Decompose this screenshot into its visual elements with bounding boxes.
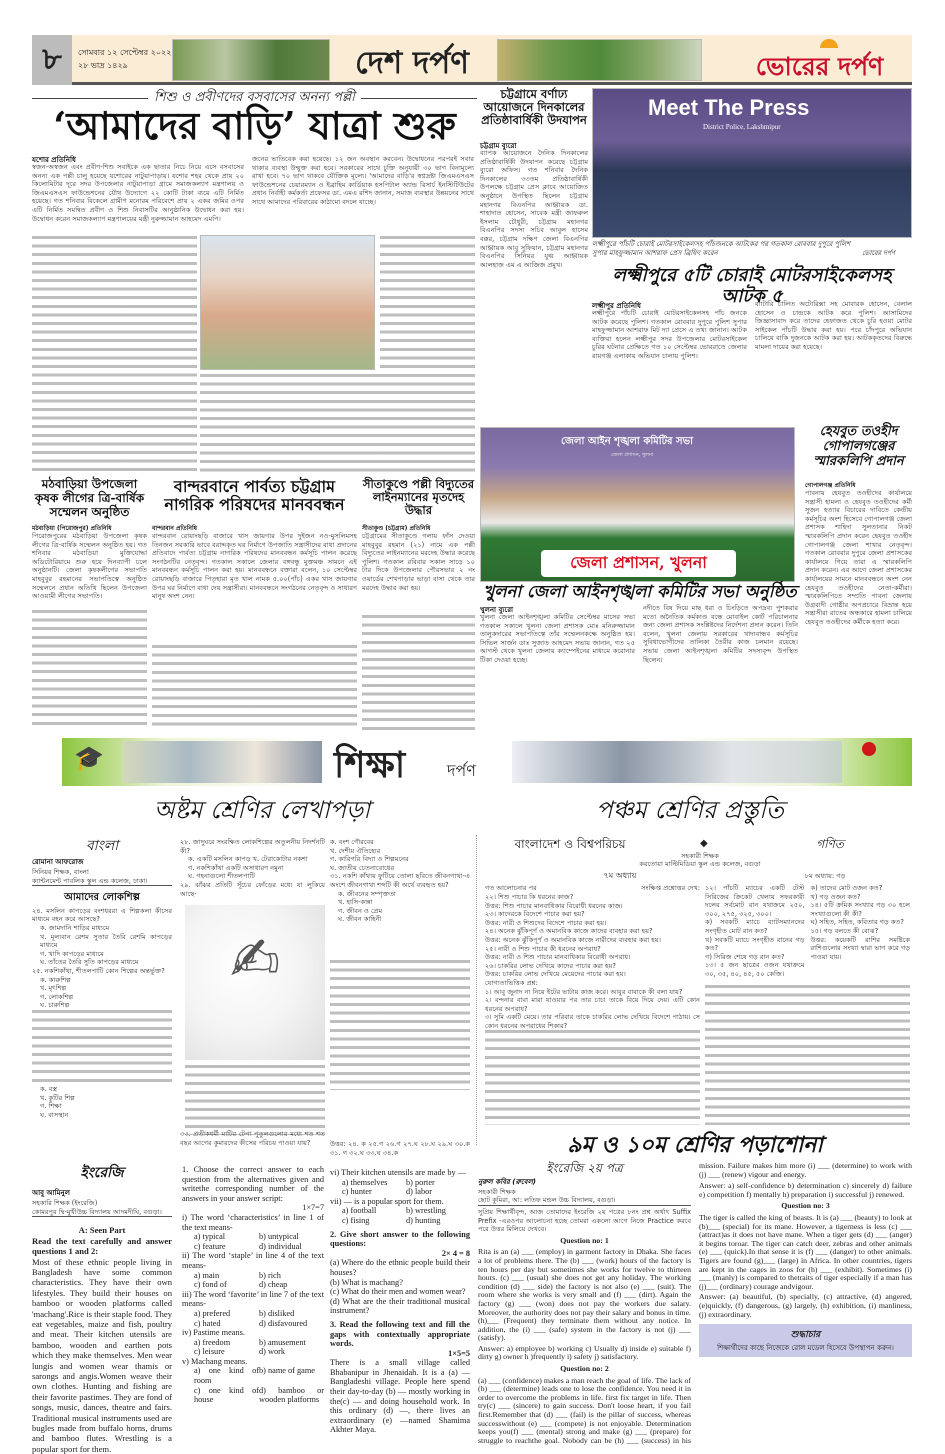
qa-item: ২৪। অনেক ঝুঁকিপূর্ণ ও অমানবিক কাজে কাদের ব্যবহার করা হয়?	[485, 927, 653, 936]
header-photo-farmers	[172, 39, 330, 81]
woman-figure-icon: ✍	[230, 925, 281, 995]
qa-item: ক) তাদের মোট ওজন কত?	[810, 884, 883, 892]
tip-title: শুদ্ধাচার	[790, 1330, 821, 1341]
sitakunda-headline: সীতাকুণ্ডে পল্লী বিদ্যুতের লাইনম্যানের মৃতদেহ উদ্ধার	[362, 477, 475, 518]
mcq-options	[330, 1206, 470, 1225]
sub-right: সংক্ষিপ্ত প্রশ্নোত্তর দেখ:	[641, 884, 700, 892]
khulna-meeting-photo: জেলা আইন শৃঙ্খলা কমিটির সভা জেলা প্রশাসন, খুলনা জেলা প্রশাসন, খুলনা	[480, 427, 795, 582]
page-number: ৮	[32, 35, 72, 85]
diamond-icon: ◆	[700, 838, 708, 849]
students-photo-right	[512, 741, 842, 783]
class8-english-col2: 1. Choose the correct answer to each question from the alternatives given and writethe corresponding number of the answers in your answer script: 1×7=7 i) The word ‘characteristics’ in line 1 of the text means- a) typical b) untypical c) feature d) individual ii) The word ‘staple’ in line 4 of the text means- a) main b) rich c) fond of d) cheap iii) The word ‘favorite’ in line 7 of the text means- a) prefered b) disliked c) hated d) disfavoured iv) Pastime means. a) freedom b) amusement c) leisure d) work v) Machang means. a) one kind of room b) name of game c) one kind of house d) bamboo or wooden platforms	[182, 1165, 324, 1405]
q2-answer: Answer: a) self-confidence b) determination c) sincerely d) failure e) competition f) mentally h) preparation i) successful j) renewed.	[699, 1181, 912, 1199]
mcq-option: a) freedom	[194, 1337, 231, 1347]
mcq-option: b) porter	[406, 1177, 435, 1187]
mcq-option: b) untypical	[259, 1232, 299, 1242]
lead-byline: যশোর প্রতিনিধি	[32, 156, 76, 164]
mcq-option: c) feature	[194, 1241, 226, 1251]
lakshmipur-body-1: লক্ষ্মীপুরে পাঁচটি চোরাই মোটরসাইকেলসহ পাঁচ জনকে আটক করেছে পুলিশ। গতকাল রোববার দুপুরে পুলিশ সুপার মাহফুজ্জামান আশরাফ মিট দ্যা প্রেসে এ তথ্য জানান। আটক ব্যক্তিরা হলেন লক্ষ্মীপুর সদর উপজেলার মোটরসাইকেল চুরির ঘটনার প্রেক্ষিতে গত ১০ সেপ্টেম্বর ভোররাতে জেলার রায়গঞ্জ এলাকায় অভিযান চালায় পুলিশ।	[592, 309, 747, 360]
hezbut-headline: হেযবুত তওহীদ গোপালগঞ্জের স্মারকলিপি প্রদান	[813, 424, 904, 469]
photo-caption: লক্ষ্মীপুরে পাঁচটি চোরাই মোটরসাইকেলসহ পাঁচজনকে আটকের পর গতকাল রোববার দুপুরে পুলিশ সুপার মাহফুজ্জামান আশরাফ প্রেস ব্রিফিং করেন	[592, 240, 851, 257]
mcq-option: c) hated	[194, 1318, 221, 1328]
khulna-body-2: নদীতে বিষ দিয়ে মাছ ধরা ও চিংড়িতে অপদ্রব্য পুশকরার মতো অনৈতিক কর্মকাণ্ড বন্ধে মোবাইল কোর্ট পরিচালনার জন্য জেলা প্রশাসক সংশ্লিষ্টদের নির্দেশনা প্রদান করেন। তিনি বলেন, খুলনা জেলায় সরকারের খাদ্যবান্ধব কর্মসূচির সুবিধাভোগীদের তালিকা তৈরীর কাজ চলমান রয়েছে। সভায় জেলা আইনশৃঙ্খলা কমিটির সদস্যবৃন্দ উপস্থিত ছিলেন।	[643, 604, 798, 664]
mcq-options	[182, 1309, 324, 1328]
photo-credit: ভোরের দর্পণ	[862, 249, 895, 257]
mcq-option: b) disliked	[259, 1308, 295, 1318]
qa-item: খ) গড় ওজন কত?	[810, 892, 861, 901]
header-photo-fields	[497, 39, 702, 81]
mcq-option: d) work	[259, 1347, 286, 1357]
mcq-option: d) individual	[259, 1241, 302, 1251]
text-lines	[32, 1010, 172, 1085]
qa-item: ১২। পাঁচটি ম্যাচের একটি টেস্ট সিরিজের ক্রিকেট খেলায় সফরকারী দলের সর্বমোট রান যথাক্রমে ২৫০, ৩০০, ২৭৫, ৩২৫, ৩০০।	[705, 884, 805, 918]
mcq-question: i) The word ‘characteristics’ in line 1 of the text means-	[182, 1212, 324, 1232]
mcq-option: a) main	[194, 1270, 220, 1280]
qa-item: ১৪। ৫টি ক্রমিক সংখ্যার গড় ৩০ হলে সংখ্যাগুলো কী কী?	[810, 901, 910, 918]
mathbaria-headline: মঠবাড়িয়া উপজেলা কৃষক লীগের ত্রি-বার্ষিক সম্মেলন অনুষ্ঠিত	[34, 477, 145, 519]
qa-item: ১৩। ৫ জন ছাত্রের ওজন যথাক্রমে ৩০, ৩৫, ৪০, ৪৫, ৫০ কেজি।	[705, 961, 805, 978]
lead-body-1: স্বজন-অস্বজন এবং প্রবীণ-শিশু সবাইকে এক ছাতার নিচে নিয়ে এসে বসবাসের অনন্য এক পল্লী চালু হয়েছে যশোরের নাটুয়াপাড়ায়। যশোর শহর থেকে প্রায় ২০ কিলোমিটার দূরে সদর উপজেলার নাটুয়াপাড়া গ্রামে সমাজকল্যাণ মন্ত্রণালয় ও জিএমএসএস ফাউন্ডেশনের যৌথ উদ্যোগে ২২ কোটি টাকা ব্যয়ে এটি নির্মিত হয়েছে। গত শনিবার বিকেলে গ্রামীণ মনোরম পরিবেশে প্রায় ২ একর জমির ওপর এটি নির্মিত সমন্বিত প্রবীণ ও শিশু নিবাসটির আনুষ্ঠানিক উদ্বোধন করা হয়। উদ্বোধন করেন সমাজকল্যাণ মন্ত্রণালয়ের মন্ত্রী নুরুজ্জামান আহমেদ এমপি।	[32, 163, 244, 223]
mcq-option: c) leisure	[194, 1347, 225, 1357]
mcq-option: b) amusement	[259, 1337, 306, 1347]
class5-math-col	[705, 884, 910, 979]
hezbut-body: পাবনায় হেযবুত তওহীদের কার্যালয়ে সন্ত্রাসী হামলা ও হেযবুত তওহীদের কর্মী সুজন হত্যার বিচারের দাবিতে কেন্দ্রীয় কর্মসূচির অংশ হিসেবে গোপালগঞ্জ জেলা প্রশাসক শাহিদা সুলতানার নিকট স্মারকলিপি প্রদান করেন হেযবুত তওহীদ গোপালগঞ্জ জেলা শাখার নেতৃবৃন্দ। গতকাল রোববার দুপুরে জেলা প্রশাসকের কার্যালয়ে গিয়ে তারা এ স্মারকলিপি প্রদান করেন। এর আগে জেলা প্রশাসকের কার্যালয়ের সামনে মানববন্ধনে অংশ নেন হেযবুত তওহীদের নেতা-কর্মীরা। স্মারকলিপিতে সম্প্রতি পাবনা জেলায় উগ্রবাদী গোষ্ঠীর অপপ্রচারে বিভ্রান্ত হয়ে সন্ত্রাসীরা রাতের অন্ধকারে হামলা চালিয়ে হেযবুত তওহীদের কর্মীকে হত্যা করে।	[805, 489, 912, 626]
column-divider	[476, 835, 477, 1145]
mcq-question: v) Machang means.	[182, 1356, 248, 1366]
lead-kicker: শিশু ও প্রবীণদের বসবাসের অনন্য পল্লী	[32, 88, 477, 109]
teacher-role: সহকারী শিক্ষক	[681, 852, 719, 860]
bandarban-byline: বান্দরবান প্রতিনিধি	[152, 525, 198, 532]
mathbaria-byline: মঠবাড়িয়া (পিরোজপুর) প্রতিনিধি	[32, 525, 112, 532]
class5-subject-right: গণিত	[816, 837, 844, 851]
qa-item: ঘ) সহিত, সহিত, কবিতার গড় কত?	[810, 918, 904, 927]
lead-body-2: জনের ভাতিবেক করা হয়েছে। ১২ জন অবস্থান করবেন। উদ্বোধনের পরপরই সবার থাকার ব্যবস্থা উন্মুক্ত করা হবে। সরকারের সাথে চুক্তি অনুযায়ী ৩০ ভাগ বিনামূল্যে রাখা হবে। ৭০ ভাগ থাকবে যৌক্তিক মূল্যে। 'আমাদের বাড়ি'র স্বপ্নদ্রষ্টা জিএমএসএস ফাউন্ডেশনের চেয়ারম্যান ও ইব্রাহিম কার্ডিয়াক হসপিটাল অ্যান্ড রিসার্চ ইনস্টিটিউটের প্রধান নির্বাহী কর্মকর্তা প্রফেসর ডা. এমএ রশিদ জানান, সমাজ ব্যবস্থার উন্নয়নের সাথে সাথে আমাদের পরিবারের কাঠামো বদলে যাচ্ছে।	[252, 155, 474, 206]
mcq-options	[182, 1232, 324, 1251]
mcq-question: iii) The word ‘favorite’ in line 7 of the text means-	[182, 1289, 324, 1309]
class9-subject: ইংরেজি ২য় পত্র	[546, 1161, 623, 1175]
mcq-question: vi) Their kitchen utensils are made by —	[330, 1168, 467, 1177]
qa-item: যোগ্যতাভিত্তিক প্রশ্ন:	[485, 978, 538, 987]
mcq-question: ii) The word ‘staple’ in line 4 of the text means-	[182, 1251, 324, 1270]
q1-text: Rita is an (a) ___ (employ) in garment factory in Dhaka. She faces a lot of problems there. The (b) ___ (work) hours of the factory is ten hours per day but sometimes she works for twelve to thirteen hours. (c) ___ (usual) she does not get any holiday. The working condition (d) ___ side) the factory is not also (e) ___ (suit). The room where she works is very small and (f) ___ (dirt). Again the factory (g) ___ (won) does not pay the workers due salary. Moreover, the authority does not pay their salary and bonus in time. (h)___ (Frequent) they terminate them without any notice. In addition, the (i) ___ (safe) system in the factory is not (j) ___ (satisfy).	[478, 1247, 691, 1343]
teacher-school: করতোয়া মাল্টিমিডিয়া স্কুল এন্ড কলেজ, বগুড়া	[639, 860, 761, 868]
mcq-option: d) hunting	[406, 1215, 441, 1225]
class9-intro: সুপ্রিয় শিক্ষার্থীবৃন্দ, আজ তোমাদের ইংরেজি ২য় পত্রের ৮নং প্রশ্ন অর্থাৎ Suffix Prefix -এরওপর আলোচনা হচ্ছে তোমরা একলো আগে নিজে Practice করবে পরে উত্তর মিলিয়ে দেখবে।	[478, 1207, 691, 1234]
class5-subject-left: বাংলাদেশ ও বিশ্বপরিচয়	[514, 837, 626, 851]
meet-the-press-photo: Meet The Press District Police, Lakshmipur	[592, 88, 912, 238]
qa-item: ১৫। গড় বলতে কী বোঝ?	[810, 926, 879, 935]
sitakunda-body: চট্টগ্রামের সীতাকুণ্ডে গলায় ফাঁস দেওয়া মাহবুবুর রহমান (২১) নামে এক পল্লী বিদ্যুতের লাইনম্যানের মরদেহ উদ্ধার করেছে পুলিশ। গতকাল রবিবার সকাল সাড়ে ১০ টার দিকে উপজেলার পৌরসভার ২ নং ওয়ার্ডের শেখপাড়ার ভাড়া বাসা থেকে তার মরদেহ উদ্ধার করা হয়।	[362, 532, 475, 592]
mcq-question: iv) Pastime means.	[182, 1328, 245, 1338]
qa-item: খ) সবকটি ম্যাচে সংগৃহীত রানের গড় কত?	[705, 935, 805, 953]
ctg-body: ব্যাপক আয়োজনে দৈনিক দিনকালের প্রতিষ্ঠাবার্ষিকী উদযাপন করেছে চট্টগ্রাম ব্যুরো অফিস। গত শনিবার দৈনিক দিনকালের ৩৩তম প্রতিষ্ঠাবার্ষিকী উপলক্ষে চট্টগ্রাম প্রেস ক্লাবে আয়োজিত অনুষ্ঠানে উপস্থিত ছিলেন চট্টগ্রাম মহানগর বিএনপির আহ্বায়ক ডা. শাহাদাত হোসেন, সাবেক মন্ত্রী জাফরুল ইসলাম চৌধুরী, চট্টগ্রাম মহানগর বিএনপির সদস্য সচিব আবুল হাসেম বক্কর, চট্টগ্রাম দক্ষিণ জেলা বিএনপির আহ্বায়ক আবু সুফিয়ান, চট্টগ্রাম মহানগর বিএনপির সিনিয়র যুগ্ম আহ্বায়ক আলহাজ এম এ আজিজ প্রমুখ।	[480, 149, 588, 269]
mcq-option: a) prefered	[194, 1308, 231, 1318]
sitakunda-byline: সীতাকুণ্ড (চট্টগ্রাম) প্রতিনিধি	[362, 525, 431, 532]
class8-bangla-col3: ক. বংশ গৌরবের খ. দেশীয় ঐতিহ্যের গ. কারিগরি বিদ্যা ও শিল্পমনের ঘ. জাতীয় চেতনাবোধের ৩১. নকশি কাঁথায় ফুটিয়ে তোলা ছবিতে জীবনগাথা-এ অংশে জীবনগাথা শব্দটি কী অর্থে ব্যবহৃত হয়? ক. জীবনের সম্পৃক্ততা খ. হাসি-কান্না গ. জীবন ও প্রেম ঘ. জীবন কাহিনী	[330, 838, 470, 924]
mcq-options	[182, 1271, 324, 1290]
lead-text-lines	[32, 236, 197, 476]
class9-title: ৯ম ও ১০ম শ্রেণির পড়াশোনা	[567, 1132, 823, 1158]
class8-bangla-col2: ২৮. জাদুঘরে সংরক্ষিত লোকশিল্পের অতুলনীয় নিদর্শনটি কী? ক. একটি মসলিন কাপড় খ. টেরাকোটার নকশা গ. নকশিকাঁথা একটি অসাধারণ নমুনা ঘ. গহনাগুলো শীতলপাটি ২৯. ঝাঁঝর প্রতিটি সূঁচের ফোঁড়ের মধ্যে যা লুকিয়ে আছে-	[180, 838, 325, 898]
mcq-option: b) rich	[259, 1270, 281, 1280]
section-title: দেশ দর্পণ	[354, 45, 470, 81]
sitakunda-text-lines	[362, 615, 475, 730]
lakshmipur-byline: লক্ষ্মীপুর প্রতিনিধি	[592, 302, 641, 310]
qa-item: উত্তর: অনেক ঝুঁকিপূর্ণ ও অমানবিক কাজে নারীদের ব্যবহার করা হয়।	[485, 935, 661, 944]
q2-text: (a) ___ (confidence) makes a man reach the goal of life. The lack of (b) ___ (determine) leads one to lose the confidence. You need it in order to overcome the problems in life. first fix target in life. Then try(c) ___ (sincere) to gain success. Don't loose heart, if you fail first.Remember that (d) ___ (fail) is the pillar of success, whereas successwithout (e) ___ (compete) is not enjoyable. Determination keeps you(f) ___ (mental) strong and make (g) ___ (prepare) for struggle to reachthe goal. Nobody can be (h) ___ (success) in his mission. Failure makes him more (i) ___ (determine) to work with (j) ___ (renew) vigour and energy.	[478, 1161, 912, 1445]
qa-item: ২২। শিশু পাচার কি ধরনের কাজ?	[485, 893, 574, 901]
amader-bari-building-photo	[200, 235, 375, 370]
mcq-question: vii) — is a popular sport for them.	[330, 1196, 444, 1206]
qa-item: ২৬। চাকরির লোভ দেখিয়ে কাদের পাচার করা হয়?	[485, 961, 616, 970]
mcq-option: d) cheap	[259, 1280, 288, 1290]
qa-item: উত্তর: নারী ও শিশু পাচার মানবাধিকার বিরোধী অপরাধ।	[485, 953, 631, 962]
q2-title: Question no: 2	[560, 1364, 609, 1374]
chapter-left: ৭ম অধ্যায়	[603, 871, 637, 880]
newspaper-logo: ভোরের দর্পণ	[732, 39, 907, 81]
text-lines	[330, 960, 470, 1090]
class9-columns	[478, 1162, 912, 1448]
lakshmipur-body-2: ব্যাটারি চালিত অটোরিক্সা সহ মোবারক হোসেন, বেলাল হোসেন ও চান্দ্রকে আটক করে পুলিশ। আসামিদের জিজ্ঞাসাবাদ করে তাদের হেফাজত থেকে চুরি হওয়া মোটর সাইকেল পাঁচটি উদ্ধার করা হয়। পরে চাঁদপুরে অভিযান চালিয়ে বাকি দুজনকে আটক করা হয়। আটককৃতদের বিরুদ্ধে মামলা দায়ের করা হয়েছে।	[755, 300, 912, 351]
khulna-body-1: খুলনা জেলা আইনশৃঙ্খলা কমিটির সেপ্টেম্বর মাসের সভা গতকাল সকালে খুলনা জেলা প্রশাসক মোঃ মনিরুজ্জামান তালুকদারের সভাপতিত্বে তাঁর সম্মেলনকক্ষে অনুষ্ঠিত হয়। সিভিল সার্জন ডাঃ সুজাত আহমেদ সভায় জানান, গত ২৫ আগস্ট থেকে খুলনা জেলায় ক্যাম্পেইনের মাধ্যমে করোনার টিকা দেওয়া হচ্ছে।	[480, 613, 635, 664]
class8-bangla-col1: বাংলা রোমানা আফরোজ সিনিয়র শিক্ষক, বাংলা ক্যান্টনমেন্ট পাবলিক স্কুল এন্ড কলেজ, ঢাকা। আমাদের লোকশিল্প ২৪. মসলিন কাপড়ের বংশধররা এ শিল্পকলা কীসের মাধ্যমে বহন করে আসছে? ক. জামদানি শাড়ির মাধ্যমে খ. মূল্যবান রেশম সুতার তৈরি রেশমি কাপড়ের মাধ্যমে গ. খাদি কাপড়ের মাধ্যমে ঘ. তাঁতের তৈরি সুতি কাপড়ের মাধ্যমে ২৫. নকশিকাঁথা, শীতলপাটি কোন শিল্পের অন্তর্ভুক্ত? ক. কারুশিল্প খ. মৃৎশিল্প গ. লোকশিল্প ঘ. চারুশিল্প ক. বস্ত্র খ. কুটির শিল্প গ. শিক্ষা ঘ. বাসস্থান	[32, 838, 172, 1119]
class8-title: অষ্টম শ্রেণির লেখাপড়া	[153, 796, 371, 824]
chapter-right: ৮ম অধ্যায়: গড়	[804, 872, 846, 880]
lead-text-lines-2	[380, 236, 475, 371]
lead-text-lines-3	[200, 374, 475, 474]
mathbaria-body: পিরোজপুরের মঠবাড়িয়া উপজেলা কৃষক লীগের ত্রি-বার্ষিক সম্মেলন অনুষ্ঠিত হয়। গত শনিবার মঠবাড়িয়া মুক্তিযোদ্ধা অডিটোরিয়ামে শুরু হয়ে দিনব্যাপী চলে অনুষ্ঠানটি। জেলা কৃষকলীগের সভাপতি মাহবুবুর রহমানের সভাপতিত্বে অনুষ্ঠিত সম্মেলনে প্রধান অতিথি ছিলেন উপজেলা আওয়ামী লীগের সভাপতি।	[32, 532, 147, 601]
mcq-option: d) bamboo or wooden platforms	[259, 1385, 324, 1405]
qa-item: উত্তর: কয়েকটি রাশির সমষ্টিকে রাশিগুলোর সংখ্যা দ্বারা ভাগ করে গড় পাওয়া যায়।	[810, 935, 910, 961]
students-photo-left	[122, 741, 322, 783]
khulna-headline: খুলনা জেলা আইনশৃঙ্খলা কমিটির সভা অনুষ্ঠিত	[483, 582, 797, 601]
q1-title: Question no: 1	[560, 1235, 609, 1245]
class8-bangla-q33: ৩৩. প্রতীকধর্মী মাটির টেপা পুতুলগুলোর মধ্যে শত শত বছর আগের কুমারদের কীসের পরিচয় পাওয়া যায়?	[180, 1130, 325, 1147]
ctg-headline: চট্টগ্রামে বর্ণাঢ্য আয়োজনে দিনকালের প্রতিষ্ঠাবার্ষিকী উদযাপন	[481, 87, 587, 128]
qa-item: ক) সবকটি ম্যাচে ব্যাটসম্যানদের সংগৃহীত মোট রান কত?	[705, 918, 805, 935]
qa-item: গ) সিরিজ শেষে গড় রান কত?	[705, 952, 785, 961]
text-lines	[705, 985, 910, 1125]
mcq-option: c) one kind of house	[194, 1385, 259, 1405]
class8-english-col1: ইংরেজি আবু আমিনুল সহকারি শিক্ষক (ইংরেজি) কোমরপুর দ্বি-মুখীউচ্চ বিদ্যালয় আদমদীঘি, বগুড়া। A: Seen Part Read the text carefully and answer questions 1 and 2: Most of these ethnic people living in Bangladesh have some common characteristics. They have their own lifestyles. They build their houses on bamboo or wooden platforms called 'machang'.Rice is their staple food. They eat vegetables, maize and fish, poultry and meat. Their kitchen utensils are bamboo, wooden and earthen pots which they make themselves. Men wear lungis and women wear thamis or sarongs and angis.Women weave their own clothes. Hunting and fishing are their favorite pastimes. They are fond of songs, music, dances, theatre and fairs. Traditional musical instruments used are bugles made from buffalo horns, drums and bamboo flutes. Wrestling is a popular sport for them.	[32, 1165, 172, 1454]
class8-bangla-answers: উত্তর: ২৪. ক ২৫.গ ২৬.গ ২৭.ঘ ২৮.ঘ ২৯.ঘ ৩০.ক ৩১. গ ৩২.ঘ ৩৩.ঘ ৩৪.ক	[330, 1140, 470, 1157]
mcq-option: a) typical	[194, 1232, 226, 1242]
class5-title: পঞ্চম শ্রেণির প্রস্তুতি	[596, 796, 784, 824]
page-header	[32, 35, 912, 85]
mathbaria-text-lines	[32, 610, 147, 730]
graduation-cap-icon: 🎓	[74, 744, 104, 772]
class5-bangladesh-col	[485, 893, 700, 1031]
q1-answer: Answer: a) employee b) working c) Usually d) inside e) suitable f) dirty g) owner h )frequently i) safety j) satisfactory.	[478, 1343, 691, 1362]
tip-text: শিক্ষার্থীদের কাছে নিজেকে রোল মডেল হিসেবে উপস্থাপন করুন।	[717, 1344, 894, 1353]
q3-answer: Answer: (a) beautiful, (b) specially, (c) attractive, (d) angered, (e)quickly, (f) dangerous, (g) largely, (h) exhibition, (i) manliness, (j) extraordinary.	[699, 1292, 912, 1319]
qa-item: ৩। সুমি একটি মেয়ে। তার পরিবার তাকে চাকরির লোভ দেখিয়ে বিদেশে পাঠায়। সে কোন ধরনের অপরাধের শিকার?	[485, 1013, 700, 1030]
hezbut-byline: গোপালগঞ্জ প্রতিনিধি	[805, 482, 856, 489]
text-lines	[185, 1065, 325, 1135]
date-line: সোমবার ১২ সেপ্টেম্বর ২০২২	[78, 48, 172, 57]
mcq-options	[330, 1178, 470, 1197]
lakshmipur-headline: লক্ষ্মীপুরে ৫টি চোরাই মোটরসাইকেলসহ আটক ৫	[612, 265, 892, 307]
mcq-option: a) themselves	[342, 1177, 388, 1187]
ctg-byline: চট্টগ্রাম ব্যুরো	[480, 142, 517, 150]
shiksha-darpan-banner: 🎓 শিক্ষা দর্পণ	[62, 738, 912, 786]
mcq-option: c) hunter	[342, 1187, 372, 1197]
folk-art-illustration	[185, 905, 325, 1060]
bandarban-body: বান্দরবান রোয়াংছড়ি বাজারে খাস জায়গার উপর দুইজন নও-মুসলিমসহ তিনজন সরকারি ভাবে বরাদ্দকৃত ঘর নির্মাণে উপজাতি সন্ত্রাসীদের বাধা প্রদানের প্রতিবাদে পার্বত্য চট্টগ্রাম নাগরিক পরিষদের মানববন্ধন কর্মসূচি পালন করেছে সংগঠনটির নেতৃবৃন্দ। গতকাল সকালে জেলার বঙ্গবন্ধু মুক্তমঞ্চ সামনে এই মানববন্ধন কর্মসূচি পালন করা হয়। মানববন্ধনে বক্তারা বলেন, ১০ সেপ্টেম্বর রোয়াংছড়ি বাজারে পিতৃহারা মৃত খাল নামক ৫.০০(পাঁচ) একর খাস জায়গার উপর ঘর নির্মাণে বাধা দেয় সন্ত্রাসীরা। মানববন্ধনে সংগঠনের নেতৃবৃন্দ ও সাধারণ মানুষ অংশ নেন।	[152, 532, 357, 601]
apple-books-icon	[862, 742, 876, 756]
bandarban-headline: বান্দরবানে পার্বত্য চট্টগ্রাম নাগরিক পরিষদের মানববন্ধন	[164, 477, 345, 515]
bandarban-text-lines	[152, 645, 357, 730]
q3-title: Question no: 3	[781, 1201, 830, 1211]
mcq-option: b) wrestling	[406, 1206, 446, 1216]
sub-left: গত আলোচনার পর	[485, 884, 537, 892]
class9-role: সহকারী শিক্ষক	[478, 1187, 516, 1196]
qa-item: ১। আবু জুনাদ না নিয়ে ইটের ভাটায় কাজ করে। আবুর বাবাকে কী বলা যায়?	[485, 987, 683, 996]
qa-item: উত্তর: শিশু পাচার মানবাধিকার বিরোধী ধরনের কাজ।	[485, 901, 623, 910]
qa-item: ২৩। কাদেরকে বিদেশে পাচার করা হয়?	[485, 910, 585, 919]
bangla-date-line: ২৮ ভাদ্র ১৪২৯	[78, 61, 128, 70]
qa-item: উত্তর: নারী ও শিশুদের বিদেশে পাচার করা হয়।	[485, 918, 607, 927]
text-lines	[485, 1030, 700, 1125]
tip-box	[699, 1324, 912, 1357]
mcq-options	[182, 1338, 324, 1357]
class8-english-col3: vi) Their kitchen utensils are made by — a) themselves b) porter c) hunter d) labor vii) — is a popular sport for them. a) football b) wrestling c) fising d) hunting 2. Give short answer to the following questions: 2× 4 = 8 (a) Where do the ethnic people build their houses? (b) What is machang? (c) What do their men and women wear? (d) What are the their traditional musical instrument? 3. Read the following text and fill the gaps with contextually appropriate words. 1×5=5 There is a small village called Bhabanipur in Jhenaidah. It is a (a) — Bangladeshi village. People here spend their day-to-day (b) — mostly working in the(c) — and doing household work. In this ordinary (d) —, there lives an extraordinary (e) —named Shamima Akhter Maya.	[330, 1168, 470, 1435]
khulna-byline: খুলনা ব্যুরো	[480, 606, 514, 614]
mcq-option: a) one kind of room	[194, 1366, 259, 1386]
mcq-option: c) fond of	[194, 1280, 227, 1290]
mcq-option: d) disfavoured	[259, 1318, 308, 1328]
lead-headline: ‘আমাদের বাড়ি’ যাত্রা শুরু	[53, 103, 456, 148]
mcq-option: d) labor	[406, 1187, 433, 1197]
class9-school: ছোট কুমিরা, আ: লতিফ মন্ডল উচ্চ বিদ্যালয়, বগুড়া।	[478, 1196, 691, 1206]
q3-text: The tiger is called the king of beasts. It is (a) ___ (beauty) to look at (b)___ (special) for its mane. However, a tigerness is less (c) ___ (attract)as it does not have mane. When a tiger gets (d) ___ (anger) it begins toroar. The tiger can catch deer, zebras and other animals (e) ___ (quick).In that sense it is (f) ___ (danger) to other animals. Tigers are found (g)___ (large) in Africa. In other countries, tigers are kept in the cages in zoos for (h) ___ (exhibit). Sometimes (i) ___ (manly) is compared to thetraits of tiger especially if a man has (j)___ (ordinary) courage andvigour.	[699, 1212, 912, 1291]
class9-author: নুরুল কবির (রুবেল)	[478, 1177, 536, 1186]
qa-item: উত্তর: চাকরির লোভ দেখিয়ে মেয়েদের পাচার করা হয়।	[485, 970, 626, 979]
mcq-option: a) football	[342, 1206, 377, 1216]
mcq-options	[182, 1366, 324, 1404]
mcq-option: b) name of game	[259, 1366, 315, 1376]
qa-item: ২। বন্দনার বাবা মারা যাওয়ার পর তার চাচা তাকে বিয়ে দিয়ে দেয়। এটি কোন ধরনের অপরাধ?	[485, 996, 700, 1013]
mcq-option: c) fising	[342, 1215, 370, 1225]
qa-item: ২৫। নারী ও শিশু পাচার কী ধরনের অপরাধ?	[485, 944, 601, 953]
